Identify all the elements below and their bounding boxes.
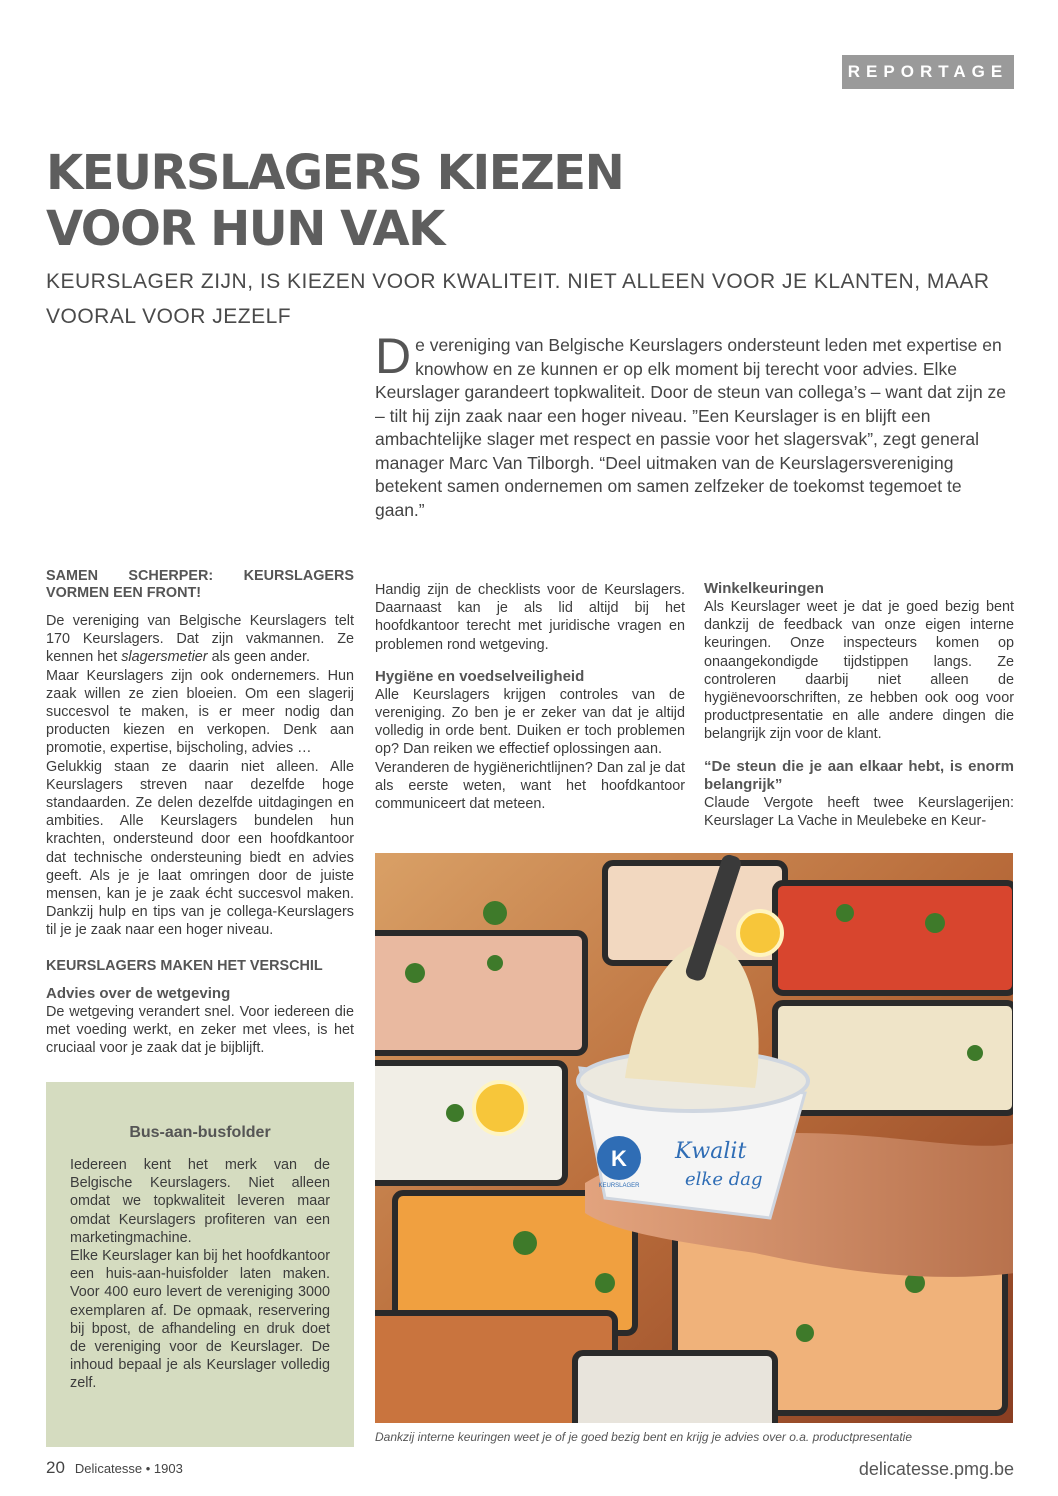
publication-name: Delicatesse • 1903 bbox=[74, 1461, 183, 1476]
paragraph: Veranderen de hygiënerichtlijnen? Dan zal je dat als eerste weten, want het hoofdkantoor communiceert dat meteen. bbox=[375, 759, 685, 813]
paragraph: De wetgeving verandert snel. Voor iedereen die met voeding werkt, en zeker met vlees, is het cruciaal voor je zaak dat je bijblijft. bbox=[46, 1003, 354, 1057]
sidebar-box bbox=[46, 1082, 354, 1447]
paragraph: Claude Vergote heeft twee Keurslagerijen: Keurslager La Vache in Meulebeke en Keur- bbox=[704, 794, 1014, 829]
column-2 bbox=[375, 581, 685, 813]
footer-left bbox=[46, 1458, 183, 1478]
page-number: 20 bbox=[46, 1458, 65, 1477]
paragraph: Elke Keurslager kan bij het hoofdkantoor een huis-aan-huisfolder laten maken. Voor 400 euro levert de vereniging 3000 exemplaren af. De opmaak, reservering bij bpost, de afhandeling en druk doet de vereniging voor de Keurslager. De inhoud bepaal je als Keurslager volledig zelf. bbox=[70, 1248, 330, 1392]
paragraph: Gelukkig staan ze daarin niet alleen. Alle Keurslagers streven naar dezelfde hoge standaarden. Ze delen dezelfde uitdagingen en ambities. Alle Keurslagers bundelen hun krachten, ondersteund door een hoofdkantoor dat technische ondersteuning biedt en advies geeft. Als je je laat omringen door de juiste mensen, kan je je zaak écht succesvol maken. Dankzij hulp en tips van je collega-Keurslagers til je je zaak naar een hoger niveau. bbox=[46, 758, 354, 939]
paragraph: Alle Keurslagers krijgen controles van de vereniging. Zo ben je er zeker van dat je altijd volledig in orde bent. Duiken er toch problemen op? Dan reiken we effectief oplossingen aan. bbox=[375, 686, 685, 758]
deli-counter-illustration bbox=[375, 853, 1013, 1423]
cup-text: Kwalit bbox=[675, 1139, 747, 1164]
section-heading: SAMEN SCHERPER: KEURSLAGERS VORMEN EEN FRONT! bbox=[46, 568, 354, 601]
paragraph-text: De vereniging van Belgische Keurslagers telt 170 Keurslagers. Dat zijn vakmannen. Ze kennen het bbox=[46, 613, 354, 666]
sidebar-body bbox=[70, 1156, 330, 1393]
subheading: Hygiëne en voedselveiligheid bbox=[375, 667, 585, 685]
paragraph: Als Keurslager weet je dat je goed bezig bent dankzij de feedback van onze eigen interne keuringen. Onze inspecteurs komen op onaangekondigde tijdstippen langs. Ze controleren daarbij niet alleen de hygiënevoorschriften, ze hebben ook oog voor productpresentatie en alle andere dingen die belangrijk zijn voor de klant. bbox=[704, 599, 1014, 743]
title-line-2: VOOR HUN VAK bbox=[46, 201, 444, 257]
photo-caption: Dankzij interne keuringen weet je of je goed bezig bent en krijg je advies over o.a. productpresentatie bbox=[375, 1430, 912, 1444]
lemon-slice bbox=[738, 911, 782, 955]
logo-text: KEURSLAGER bbox=[598, 1183, 640, 1189]
subheading: Advies over de wetgeving bbox=[46, 984, 231, 1002]
article-title bbox=[46, 145, 746, 257]
drop-cap: D bbox=[375, 328, 412, 384]
pull-quote: “De steun die je aan elkaar hebt, is enorm belangrijk” bbox=[704, 757, 1014, 793]
intro-paragraph bbox=[375, 328, 1015, 522]
column-3 bbox=[704, 580, 1014, 830]
paragraph-text: als geen ander. bbox=[207, 649, 311, 666]
section-badge: REPORTAGE bbox=[842, 55, 1014, 89]
lemon-slice bbox=[474, 1082, 526, 1134]
paragraph bbox=[46, 612, 354, 667]
article-subtitle: KEURSLAGER ZIJN, IS KIEZEN VOOR KWALITEIT. NIET ALLEEN VOOR JE KLANTEN, MAAR VOORAL VOOR JEZELF bbox=[46, 270, 990, 328]
subheading: Winkelkeuringen bbox=[704, 580, 824, 597]
title-line-1: KEURSLAGERS KIEZEN bbox=[46, 145, 624, 201]
paragraph: Maar Keurslagers zijn ook ondernemers. Hun zaak willen ze zien bloeien. Om een slagerij succesvol te maken, is er meer nodig dan producten kiezen en verkopen. Denk aan promotie, expertise, bijscholing, advies … bbox=[46, 667, 354, 757]
paragraph: Iedereen kent het merk van de Belgische Keurslagers. Niet alleen omdat we topkwaliteit leveren maar omdat Keurslagers profiteren van een marketingmachine. bbox=[70, 1157, 330, 1246]
website-link[interactable]: delicatesse.pmg.be bbox=[858, 1459, 1014, 1479]
paragraph-emphasis: slagersmetier bbox=[121, 649, 208, 666]
intro-text: e vereniging van Belgische Keurslagers ondersteunt leden met expertise en knowhow en ze kunnen er op elk moment bij terecht voor advies. Elke Keurslager garandeert topkwaliteit. Door de steun van collega’s – want dat zijn ze – tilt hij zijn zaak naar een hoger niveau. ”Een Keurslager is en blijft een ambachtelijke slager met respect en passie voor het slagersvak”, zegt general manager Marc Van Tilborgh. “Deel uitmaken van de Keurslagersvereniging betekent samen ondernemen om samen zelfzeker de toekomst tegemoet te gaan.” bbox=[375, 335, 1007, 520]
section-heading: KEURSLAGERS MAKEN HET VERSCHIL bbox=[46, 957, 323, 974]
cup-text: elke dag bbox=[685, 1169, 763, 1190]
sidebar-title: Bus-aan-busfolder bbox=[129, 1124, 271, 1141]
column-1 bbox=[46, 568, 354, 1057]
article-photo bbox=[375, 853, 1013, 1423]
paragraph: Handig zijn de checklists voor de Keurslagers. Daarnaast kan je als lid altijd bij het hoofdkantoor terecht met juridische vragen en problemen rond wetgeving. bbox=[375, 582, 685, 653]
logo-letter: K bbox=[611, 1146, 627, 1171]
